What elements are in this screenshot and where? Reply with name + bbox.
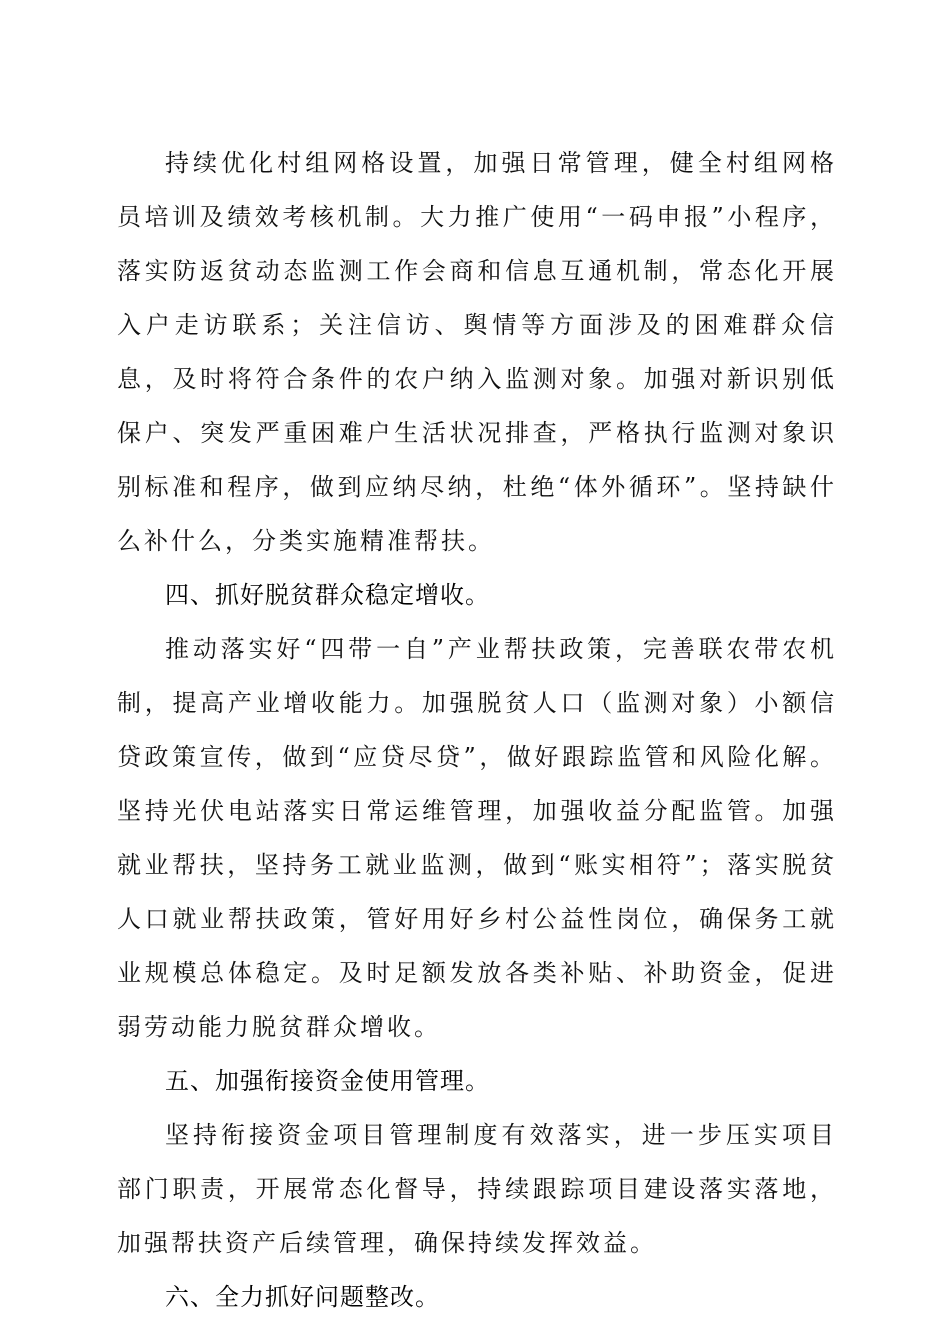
paragraph-funds: 坚持衔接资金项目管理制度有效落实，进一步压实项目部门职责，开展常态化督导，持续跟踪项目建设落实落地，加强帮扶资产后续管理，确保持续发挥效益。 [117, 1121, 837, 1257]
heading-section-5: 五、加强衔接资金使用管理。 [165, 1067, 490, 1095]
heading-section-4: 四、抓好脱贫群众稳定增收。 [165, 581, 490, 609]
paragraph-monitoring: 持续优化村组网格设置，加强日常管理，健全村组网格员培训及绩效考核机制。大力推广使用“一码申报”小程序，落实防返贫动态监测工作会商和信息互通机制，常态化开展入户走访联系；关注信访、舆情等方面涉及的困难群众信息，及时将符合条件的农户纳入监测对象。加强对新识别低保户、突发严重困难户生活状况排查，严格执行监测对象识别标准和程序，做到应纳尽纳，杜绝“体外循环”。坚持缺什么补什么，分类实施精准帮扶。 [117, 149, 837, 555]
heading-section-6: 六、全力抓好问题整改。 [165, 1283, 440, 1311]
paragraph-income: 推动落实好“四带一自”产业帮扶政策，完善联农带农机制，提高产业增收能力。加强脱贫人口（监测对象）小额信贷政策宣传，做到“应贷尽贷”，做好跟踪监管和风险化解。坚持光伏电站落实日常运维管理，加强收益分配监管。加强就业帮扶，坚持务工就业监测，做到“账实相符”；落实脱贫人口就业帮扶政策，管好用好乡村公益性岗位，确保务工就业规模总体稳定。及时足额发放各类补贴、补助资金，促进弱劳动能力脱贫群众增收。 [117, 635, 837, 1041]
document-body [117, 136, 837, 1324]
